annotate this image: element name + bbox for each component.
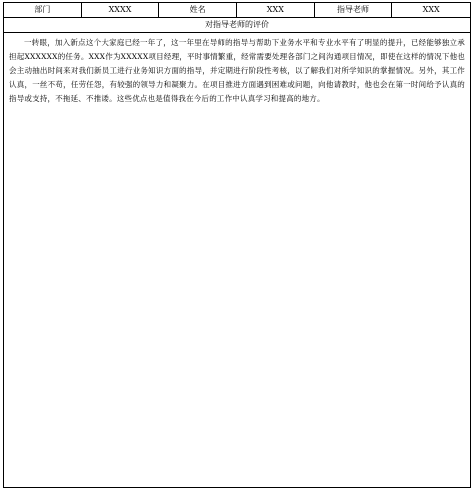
- mentor-value: XXX: [422, 5, 440, 14]
- evaluation-text: 一转眼，加入新点这个大家庭已经一年了，这一年里在导师的指导与帮助下业务水平和专业水平有了明显的提升，已经能够独立承担起XXXXXX的任务。XXX作为XXXXX项目经理，平时事情繁重，经常需要处理各部门之间沟通项目情况，即使在这样的情况下他也会主动抽出时间来对我们新员工进行业务知识方面的指导，并定期进行阶段性考核，以了解我们对所学知识的掌握情况。另外，其工作认真，一丝不苟，任劳任怨，有较强的领导力和凝聚力。在项目推进方面遇到困难或问题，向他请教时，他也会在第一时间给予认真的指导或支持，不拖延、不推诿。这些优点也是值得我在今后的工作中认真学习和提高的地方。: [9, 38, 465, 103]
- department-value: XXXX: [82, 3, 160, 17]
- name-label: 姓名: [159, 3, 237, 17]
- evaluation-form: [3, 2, 471, 488]
- department-label: 部门: [4, 3, 82, 17]
- name-value: XXX: [237, 3, 315, 17]
- evaluation-title: 对指导老师的评价: [4, 18, 470, 33]
- header-row: [4, 3, 470, 18]
- mentor-label: 指导老师: [315, 3, 393, 17]
